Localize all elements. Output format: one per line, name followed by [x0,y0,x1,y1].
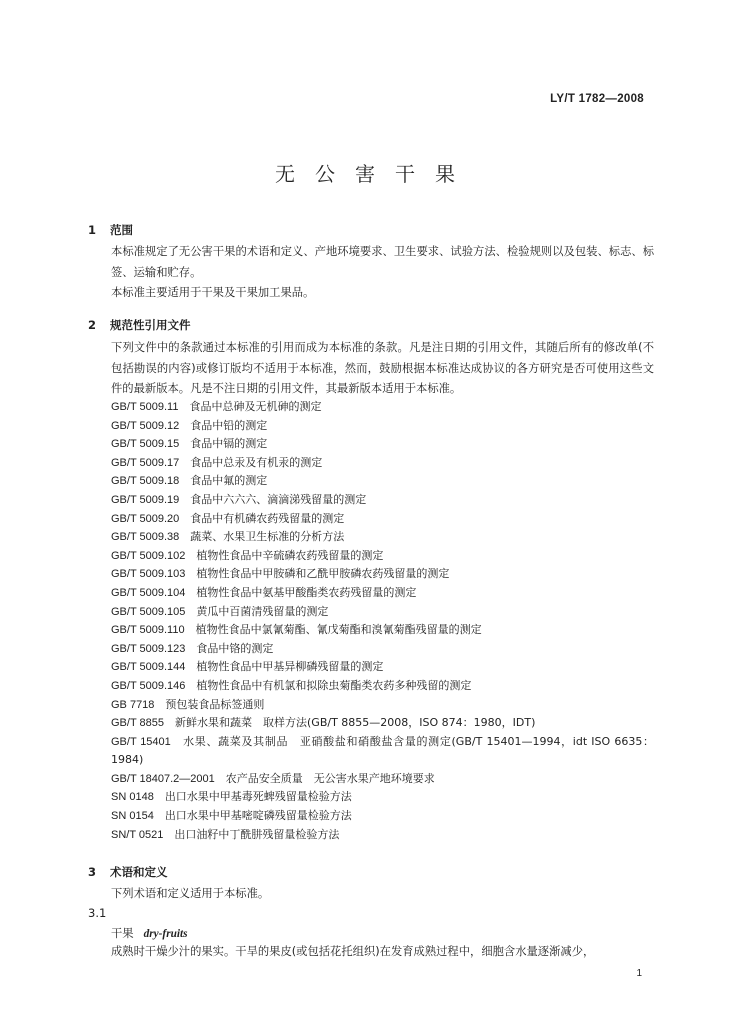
reference-title: 植物性食品中有机氯和拟除虫菊酯类农药多种残留的测定 [196,678,472,692]
reference-code: GB/T 5009.123 [111,642,186,655]
reference-item [88,807,654,826]
paragraph: 下列文件中的条款通过本标准的引用而成为本标准的条款。凡是注日期的引用文件，其随后所有的修改单(不包括勘误的内容)或修订版均不适用于本标准，然而，鼓励根据本标准达成协议的各方研究是否可使用这些文件的最新版本。凡是不注日期的引用文件，其最新版本适用于本标准。 [111,341,654,395]
reference-code: GB 7718 [111,698,155,711]
reference-title: 食品中总汞及有机汞的测定 [190,455,323,469]
reference-code: GB/T 5009.12 [111,419,180,432]
reference-item [88,640,654,659]
paragraph: 本标准主要适用于干果及干果加工果品。 [111,286,315,299]
section-number: 2 [88,318,97,332]
reference-title: 食品中有机磷农药残留量的测定 [190,511,345,525]
section-number: 1 [88,223,97,237]
reference-title: 食品中氟的测定 [190,474,268,488]
reference-title: 食品中镉的测定 [190,437,268,451]
reference-item [88,472,654,491]
reference-item [88,788,654,807]
reference-code: GB/T 5009.17 [111,456,180,469]
term-chinese: 干果 [111,927,134,940]
reference-code: GB/T 5009.15 [111,438,180,451]
reference-code: GB/T 5009.38 [111,531,180,544]
reference-code: GB/T 8855 [111,717,164,730]
reference-title: 黄瓜中百菌清残留量的测定 [196,604,329,618]
reference-code: GB/T 5009.146 [111,679,186,692]
paragraph: 本标准规定了无公害干果的术语和定义、产地环境要求、卫生要求、试验方法、检验规则以及包装、标志、标签、运输和贮存。 [111,245,654,279]
terms-intro [88,884,654,905]
document-title: 无公害干果 [275,162,475,186]
reference-code: GB/T 5009.19 [111,493,180,506]
reference-title: 植物性食品中氯氰菊酯、氰戊菊酯和溴氰菊酯残留量的测定 [195,623,482,637]
standard-code: LY/T 1782—2008 [550,93,644,105]
reference-item [88,714,654,733]
section-references-heading [88,317,191,333]
section-title: 规范性引用文件 [110,318,191,332]
reference-code: SN/T 0521 [111,828,164,841]
term-definition: 成熟时干燥少汁的果实。干旱的果皮(或包括花托组织)在发育成熟过程中，细胞含水量逐渐减少， [111,945,595,958]
reference-title: 出口水果中甲基嘧啶磷残留量检验方法 [164,809,352,823]
section-number: 3 [88,865,97,879]
reference-title: 蔬菜、水果卫生标准的分析方法 [190,530,345,544]
reference-item [88,621,654,640]
reference-code: GB/T 5009.102 [111,549,186,562]
term-entry-number: 3.1 [88,906,107,920]
section-title: 术语和定义 [110,865,168,879]
reference-code: GB/T 5009.11 [111,401,179,413]
section-terms-heading [88,864,168,880]
reference-item [88,565,654,584]
reference-item [88,398,654,417]
reference-item [88,417,654,436]
reference-code: GB/T 15401 [111,735,171,748]
section-scope-heading [88,222,133,238]
reference-title: 植物性食品中辛硫磷农药残留量的测定 [196,548,384,562]
term-english: dry-fruits [143,928,188,940]
reference-title: 植物性食品中甲胺磷和乙酰甲胺磷农药残留量的测定 [196,567,450,581]
reference-code: GB/T 5009.20 [111,512,180,525]
reference-code: GB/T 5009.105 [111,605,186,618]
paragraph: 下列术语和定义适用于本标准。 [111,887,270,900]
scope-body [88,242,654,304]
reference-item [88,510,654,529]
reference-code: GB/T 5009.103 [111,568,186,581]
reference-title: 食品中总砷及无机砷的测定 [189,400,322,413]
reference-item [88,528,654,547]
reference-title: 食品中铬的测定 [196,641,274,655]
reference-item [88,491,654,510]
reference-title: 食品中铅的测定 [190,418,268,432]
reference-title: 植物性食品中氨基甲酸酯类农药残留量的测定 [196,585,417,599]
reference-code: SN 0148 [111,791,154,804]
reference-item [88,584,654,603]
reference-item [88,826,654,845]
reference-item [88,770,654,789]
section-title: 范围 [110,223,133,237]
reference-code: GB/T 5009.104 [111,586,186,599]
reference-code: SN 0154 [111,810,154,823]
reference-list [88,398,654,844]
reference-title: 出口油籽中丁酰肼残留量检验方法 [174,827,340,841]
term-heading [111,925,188,941]
reference-title: 植物性食品中甲基异柳磷残留量的测定 [196,660,384,674]
reference-item [88,454,654,473]
reference-item [88,658,654,677]
page-number: 1 [636,968,642,979]
reference-title: 预包装食品标签通则 [165,697,265,711]
reference-item [88,733,654,770]
reference-item [88,696,654,715]
references-intro [88,338,654,400]
reference-title: 水果、蔬菜及其制品 亚硝酸盐和硝酸盐含量的测定(GB/T 15401—1994，idt ISO 6635：1984) [111,734,655,767]
reference-title: 出口水果中甲基毒死蜱残留量检验方法 [164,790,352,804]
reference-item [88,435,654,454]
reference-item [88,547,654,566]
reference-title: 新鲜水果和蔬菜 取样方法(GB/T 8855—2008，ISO 874：1980，IDT) [175,716,536,730]
reference-code: GB/T 5009.18 [111,475,180,488]
reference-title: 食品中六六六、滴滴涕残留量的测定 [190,492,367,506]
reference-code: GB/T 5009.144 [111,661,186,674]
reference-code: GB/T 5009.110 [111,624,185,637]
reference-item [88,603,654,622]
reference-code: GB/T 18407.2—2001 [111,772,215,785]
reference-item [88,677,654,696]
reference-title: 农产品安全质量 无公害水果产地环境要求 [225,771,435,785]
